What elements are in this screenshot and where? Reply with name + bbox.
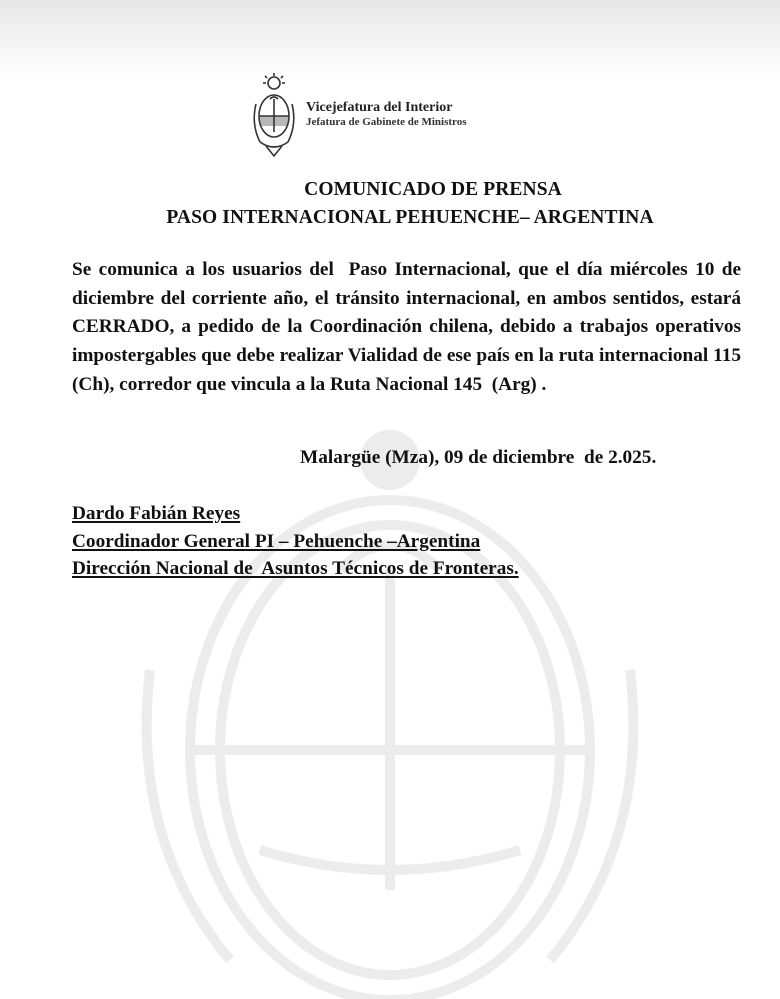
institution-header bbox=[248, 72, 467, 158]
institution-subtitle: Jefatura de Gabinete de Ministros bbox=[306, 116, 467, 128]
signature-block bbox=[72, 500, 519, 583]
coat-of-arms-icon bbox=[248, 72, 300, 158]
institution-name-block bbox=[306, 100, 467, 130]
signatory-name: Dardo Fabián Reyes bbox=[72, 503, 241, 524]
institution-name: Vicejefatura del Interior bbox=[306, 100, 453, 115]
title-line-2: PASO INTERNACIONAL PEHUENCHE– ARGENTINA bbox=[166, 207, 654, 228]
announcement-paragraph: Se comunica a los usuarios del Paso Internacional, que el día miércoles 10 de diciembre del corriente año, el tránsito internacional, en ambos sentidos, estará CERRADO, a pedido de la Coordinación chilena, debido a trabajos operativos impostergables que debe realizar Vialidad de ese país en la ruta internacional 115 (Ch), corredor que vincula a la Ruta Nacional 145 (Arg) . bbox=[72, 259, 746, 395]
document-title bbox=[0, 176, 780, 232]
place-and-date: Malargüe (Mza), 09 de diciembre de 2.025. bbox=[300, 447, 657, 468]
title-line-1: COMUNICADO DE PRENSA bbox=[304, 179, 562, 200]
signatory-department: Dirección Nacional de Asuntos Técnicos de Fronteras. bbox=[72, 558, 519, 579]
signatory-role: Coordinador General PI – Pehuenche –Argentina bbox=[72, 530, 481, 552]
